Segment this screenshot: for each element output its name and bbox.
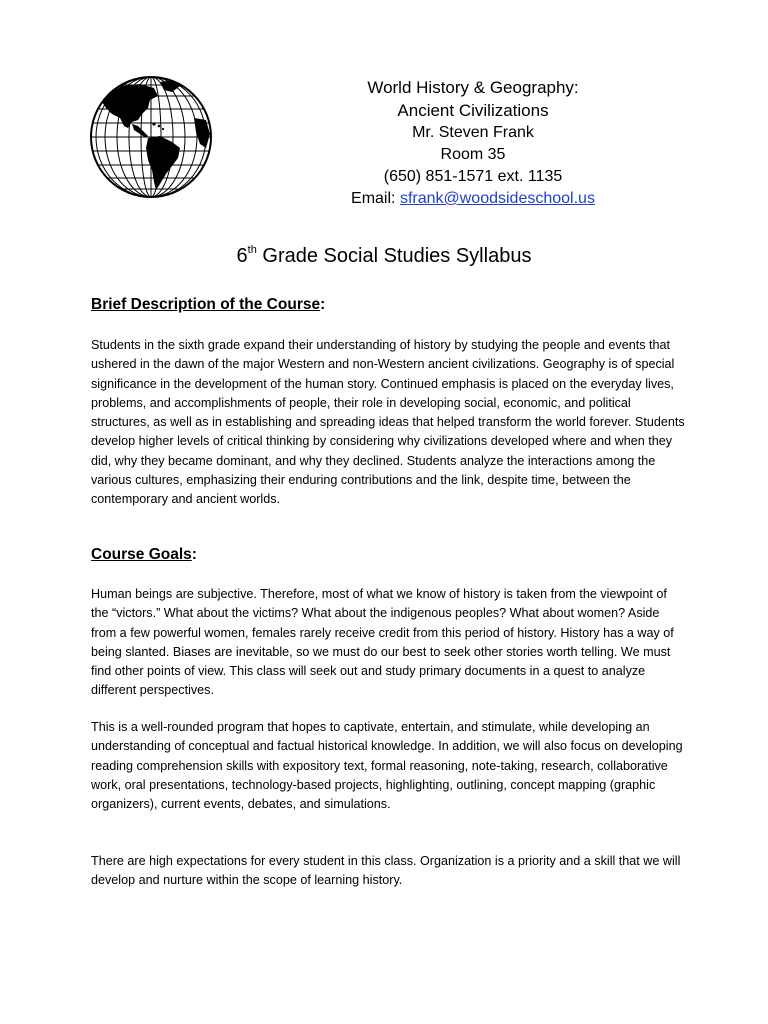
goals-paragraph-2: This is a well-rounded program that hopes to captivate, entertain, and stimulate, while developing an understanding of conceptual and factual historical knowledge. In addition, we will also focus on developing reading comprehension skills with expository text, formal reasoning, note-taking, research, collaborative work, oral presentations, technology-based projects, highlighting, outlining, concept mapping (graphic organizers), current events, debates, and simulations.	[91, 720, 683, 812]
page-title	[160, 242, 608, 273]
globe-icon	[88, 74, 214, 200]
course-header	[290, 76, 656, 210]
grade-suffix: th	[247, 244, 257, 256]
description-heading	[91, 296, 325, 314]
email-link[interactable]: sfrank@woodsideschool.us	[399, 190, 595, 207]
goals-paragraph-3: There are high expectations for every student in this class. Organization is a priority and a skill that we will develop and nurture within the scope of learning history.	[91, 854, 681, 888]
description-paragraph: Students in the sixth grade expand their understanding of history by studying the people and events that ushered in the dawn of the major Western and non-Western ancient civilizations. Geography is of special significance in the development of the human story. Continued emphasis is placed on the everyday lives, problems, and accomplishments of people, their role in developing social, economic, and political structures, as well as in establishing and spreading ideas that helped transform the world forever. Students develop higher levels of critical thinking by considering why civilizations developed where and when they did, why they became dominant, and why they declined. Students analyze the interactions among the various cultures, emphasizing their enduring contributions and the link, despite time, between the contemporary and ancient worlds.	[91, 338, 685, 507]
goals-heading-colon: :	[191, 546, 197, 563]
grade-number: 6	[236, 245, 248, 267]
course-title-line2: Ancient Civilizations	[397, 101, 549, 120]
description-heading-colon: :	[320, 296, 326, 313]
room-number: Room 35	[440, 146, 506, 163]
course-title-line1: World History & Geography:	[367, 78, 579, 97]
goals-heading	[91, 546, 197, 564]
title-text: Grade Social Studies Syllabus	[262, 245, 532, 267]
goals-paragraph-1: Human beings are subjective. Therefore, most of what we know of history is taken from the viewpoint of the “victors.” What about the victims? What about the indigenous peoples? What about women? Aside from a few powerful women, females rarely receive credit from this period of history. History has a way of being slanted. Biases are inevitable, so we must do our best to seek other stories worth telling. We must find other points of view. This class will seek out and study primary documents in a quest to analyze different perspectives.	[91, 587, 674, 698]
phone-number: (650) 851-1571 ext. 1135	[383, 168, 563, 185]
teacher-name: Mr. Steven Frank	[412, 124, 534, 141]
email-label: Email:	[351, 190, 396, 207]
email-line	[290, 188, 656, 210]
goals-heading-text: Course Goals	[91, 546, 192, 563]
description-heading-text: Brief Description of the Course	[91, 296, 321, 313]
